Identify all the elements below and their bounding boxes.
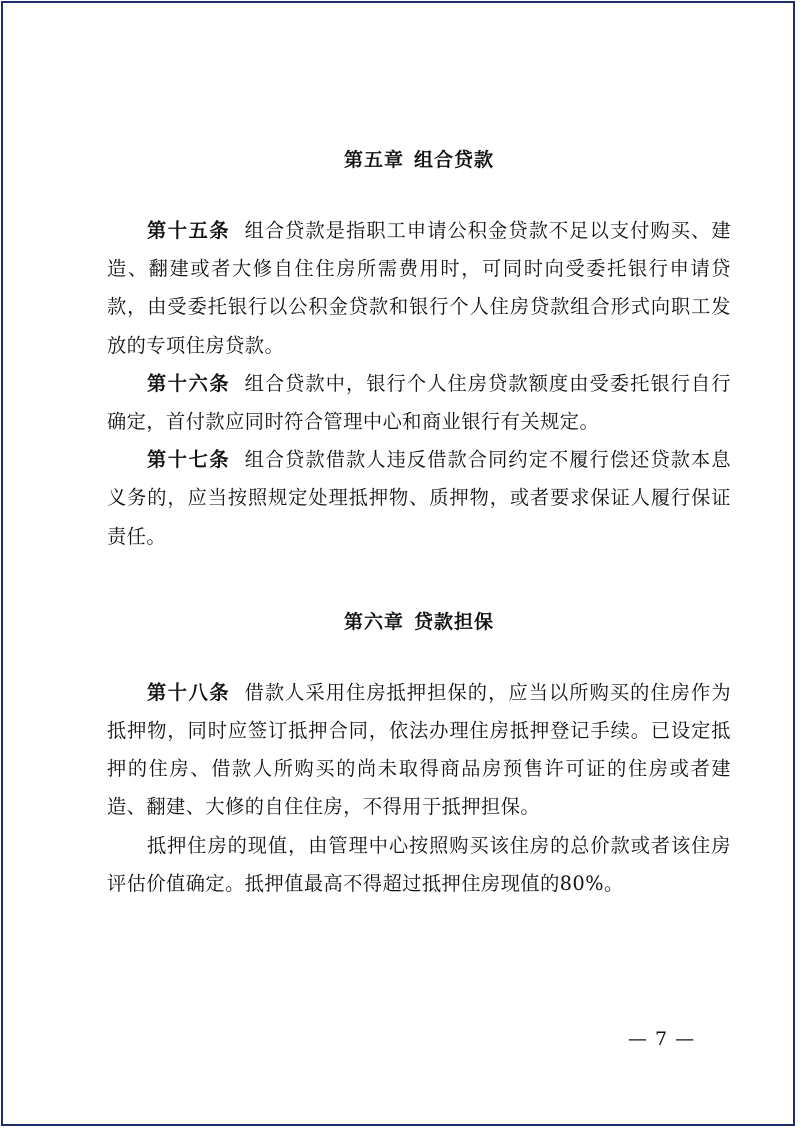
article-16 bbox=[107, 365, 731, 441]
chapter-6-name: 贷款担保 bbox=[414, 610, 495, 633]
paragraph-mortgage-value-text: 抵押住房的现值，由管理中心按照购买该住房的总价款或者该住房评估价值确定。抵押值最高不得超过抵押住房现值的80%。 bbox=[107, 833, 731, 895]
chapter-6-title bbox=[107, 600, 731, 644]
article-15-label: 第十五条 bbox=[147, 219, 231, 242]
page-number: — 7 — bbox=[628, 1028, 696, 1050]
article-18-text: 借款人采用住房抵押担保的，应当以所购买的住房作为抵押物，同时应签订抵押合同，依法办理住房抵押登记手续。已设定抵押的住房、借款人所购买的尚未取得商品房预售许可证的住房或者建造、翻建、大修的自住住房，不得用于抵押担保。 bbox=[107, 680, 732, 819]
article-15-text: 组合贷款是指职工申请公积金贷款不足以支付购买、建造、翻建或者大修自住住房所需费用时，可同时向受委托银行申请贷款，由受委托银行以公积金贷款和银行个人住房贷款组合形式向职工发放的专项住房贷款。 bbox=[107, 219, 732, 357]
chapter-6-number: 第六章 bbox=[343, 610, 404, 633]
paragraph-mortgage-value bbox=[107, 827, 731, 903]
article-18-label: 第十八条 bbox=[147, 680, 231, 704]
article-16-label: 第十六条 bbox=[147, 371, 231, 395]
article-17-text: 组合贷款借款人违反借款合同约定不履行偿还贷款本息义务的，应当按照规定处理抵押物、质押物，或者要求保证人履行保证责任。 bbox=[107, 448, 732, 548]
article-18 bbox=[107, 674, 731, 827]
article-15 bbox=[107, 212, 731, 365]
document-body bbox=[107, 138, 731, 903]
chapter-5-number: 第五章 bbox=[343, 149, 404, 171]
article-17-label: 第十七条 bbox=[147, 448, 231, 472]
article-16-text: 组合贷款中，银行个人住房贷款额度由受委托银行自行确定，首付款应同时符合管理中心和商业银行有关规定。 bbox=[107, 371, 732, 434]
chapter-5-title bbox=[107, 138, 731, 182]
article-17 bbox=[107, 441, 731, 556]
chapter-5-name: 组合贷款 bbox=[414, 149, 495, 171]
